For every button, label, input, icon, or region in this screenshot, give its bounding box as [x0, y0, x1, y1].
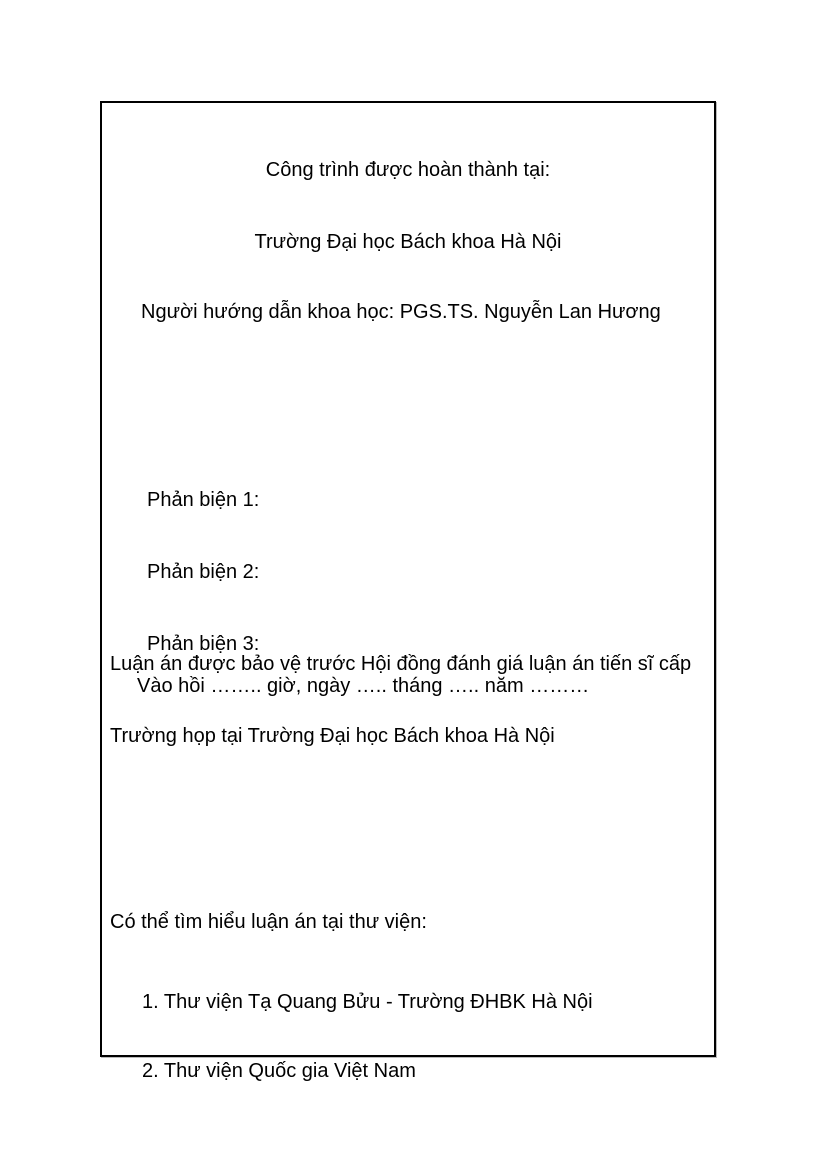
defense-line-2: Trường họp tại Trường Đại học Bách khoa Hà Nội: [110, 725, 555, 747]
library-list: [142, 945, 593, 1129]
defense-time-line: Vào hồi …….. giờ, ngày ….. tháng ….. năm ………: [137, 675, 590, 697]
defense-line-1: Luận án được bảo vệ trước Hội đồng đánh giá luận án tiến sĩ cấp: [110, 653, 692, 675]
library-heading: Có thể tìm hiểu luận án tại thư viện:: [110, 911, 427, 933]
library-item-1: 1. Thư viện Tạ Quang Bửu - Trường ĐHBK Hà Nội: [142, 991, 593, 1013]
reviewer-line-2: Phản biện 2:: [147, 561, 260, 583]
defense-paragraph: [110, 604, 710, 796]
title-line-1: Công trình được hoàn thành tại:: [265, 159, 551, 181]
reviewer-line-1: Phản biện 1:: [147, 489, 260, 511]
title-block: [102, 110, 714, 302]
library-item-2: 2. Thư viện Quốc gia Việt Nam: [142, 1060, 416, 1082]
title-line-2: Trường Đại học Bách khoa Hà Nội: [254, 231, 562, 253]
advisor-line: Người hướng dẫn khoa học: PGS.TS. Nguyễn Lan Hương: [141, 301, 661, 323]
reviewer-line-3: Phản biện 3:: [147, 633, 260, 655]
